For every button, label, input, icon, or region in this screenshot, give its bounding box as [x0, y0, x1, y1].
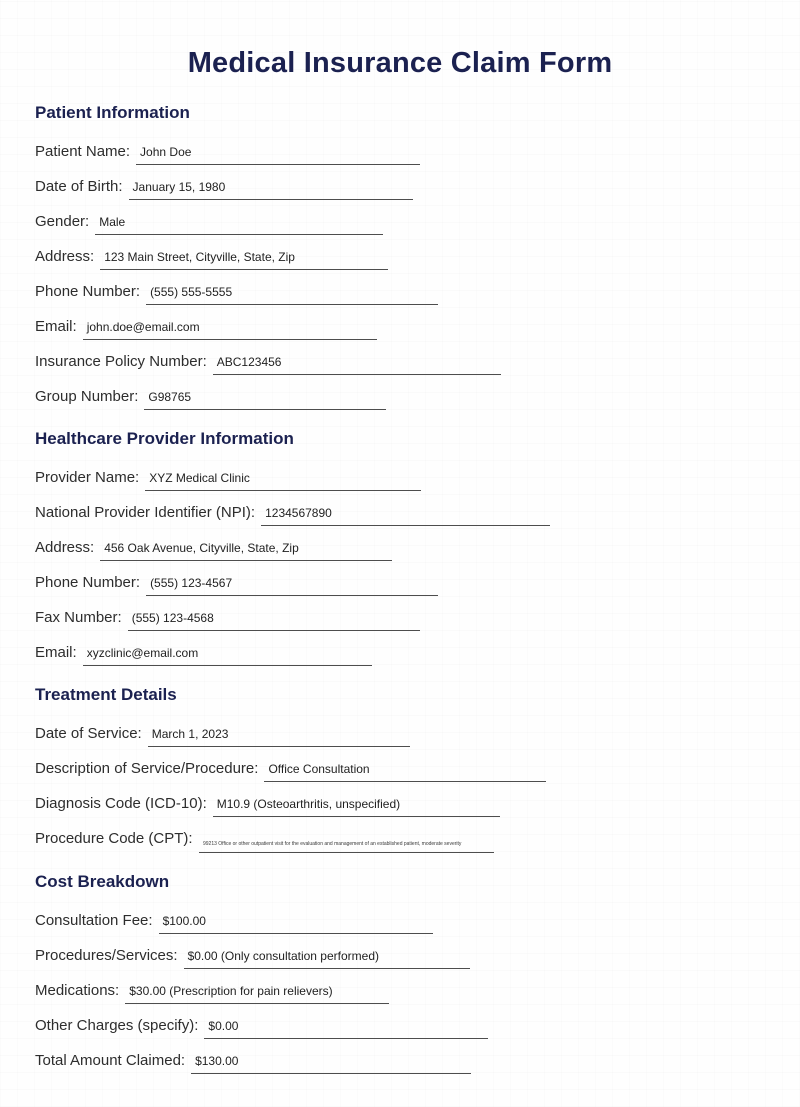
gender-label: Gender:	[35, 213, 90, 230]
patient-phone-field	[35, 282, 765, 305]
date-of-birth-field	[35, 177, 765, 200]
npi-label: National Provider Identifier (NPI):	[35, 504, 256, 521]
procedures-services-field	[35, 946, 765, 969]
patient-phone-value: (555) 555-5555	[146, 283, 438, 305]
date-of-service-label: Date of Service:	[35, 725, 142, 742]
patient-address-value: 123 Main Street, Cityville, State, Zip	[100, 248, 388, 270]
insurance-policy-number-field	[35, 352, 765, 375]
fax-number-label: Fax Number:	[35, 609, 122, 626]
diagnosis-code-value: M10.9 (Osteoarthritis, unspecified)	[213, 795, 500, 817]
date-of-service-field	[35, 724, 765, 747]
provider-phone-label: Phone Number:	[35, 574, 141, 591]
consultation-fee-field	[35, 911, 765, 934]
npi-field	[35, 503, 765, 526]
insurance-policy-number-label: Insurance Policy Number:	[35, 353, 207, 370]
medications-field	[35, 981, 765, 1004]
provider-name-field	[35, 468, 765, 491]
medications-value: $30.00 (Prescription for pain relievers)	[125, 982, 389, 1004]
service-description-field	[35, 759, 765, 782]
provider-address-label: Address:	[35, 539, 95, 556]
procedures-services-value: $0.00 (Only consultation performed)	[184, 947, 470, 969]
patient-name-value: John Doe	[136, 143, 420, 165]
other-charges-label: Other Charges (specify):	[35, 1017, 199, 1034]
provider-phone-value: (555) 123-4567	[146, 574, 438, 596]
procedures-services-label: Procedures/Services:	[35, 947, 178, 964]
diagnosis-code-field	[35, 794, 765, 817]
patient-phone-label: Phone Number:	[35, 283, 141, 300]
other-charges-value: $0.00	[204, 1017, 488, 1039]
consultation-fee-label: Consultation Fee:	[35, 912, 153, 929]
group-number-field	[35, 387, 765, 410]
npi-value: 1234567890	[261, 504, 550, 526]
section-heading-treatment-details: Treatment Details	[35, 685, 177, 704]
consultation-fee-value: $100.00	[159, 912, 433, 934]
date-of-birth-label: Date of Birth:	[35, 178, 123, 195]
service-description-label: Description of Service/Procedure:	[35, 760, 259, 777]
provider-email-field	[35, 643, 765, 666]
date-of-birth-value: January 15, 1980	[129, 178, 413, 200]
diagnosis-code-label: Diagnosis Code (ICD-10):	[35, 795, 207, 812]
fax-number-value: (555) 123-4568	[128, 609, 420, 631]
patient-name-label: Patient Name:	[35, 143, 131, 160]
section-heading-cost-breakdown: Cost Breakdown	[35, 872, 170, 891]
patient-address-field	[35, 247, 765, 270]
date-of-service-value: March 1, 2023	[148, 725, 410, 747]
procedure-code-value	[199, 830, 494, 853]
total-amount-claimed-label: Total Amount Claimed:	[35, 1052, 186, 1069]
provider-address-field	[35, 538, 765, 561]
service-description-value: Office Consultation	[264, 760, 546, 782]
medications-label: Medications:	[35, 982, 120, 999]
fax-number-field	[35, 608, 765, 631]
other-charges-field	[35, 1016, 765, 1039]
gender-field	[35, 212, 765, 235]
group-number-label: Group Number:	[35, 388, 139, 405]
procedure-code-field	[35, 829, 765, 853]
provider-email-label: Email:	[35, 644, 77, 661]
total-amount-claimed-value: $130.00	[191, 1052, 471, 1074]
patient-address-label: Address:	[35, 248, 95, 265]
total-amount-claimed-field	[35, 1051, 765, 1074]
patient-email-field	[35, 317, 765, 340]
provider-email-value: xyzclinic@email.com	[83, 644, 372, 666]
page-title: Medical Insurance Claim Form	[187, 47, 613, 79]
provider-name-value: XYZ Medical Clinic	[145, 469, 421, 491]
provider-phone-field	[35, 573, 765, 596]
provider-address-value: 456 Oak Avenue, Cityville, State, Zip	[100, 539, 392, 561]
insurance-policy-number-value: ABC123456	[213, 353, 501, 375]
procedure-code-fine-print: 99213 Office or other outpatient visit for the evaluation and management of an established patient, moderate severity	[202, 841, 461, 847]
group-number-value: G98765	[144, 388, 386, 410]
patient-name-field	[35, 142, 765, 165]
section-heading-patient-information: Patient Information	[35, 103, 190, 122]
gender-value: Male	[95, 213, 383, 235]
procedure-code-label: Procedure Code (CPT):	[35, 830, 193, 847]
patient-email-value: john.doe@email.com	[83, 318, 377, 340]
section-heading-healthcare-provider-information: Healthcare Provider Information	[35, 429, 294, 448]
provider-name-label: Provider Name:	[35, 469, 140, 486]
patient-email-label: Email:	[35, 318, 77, 335]
